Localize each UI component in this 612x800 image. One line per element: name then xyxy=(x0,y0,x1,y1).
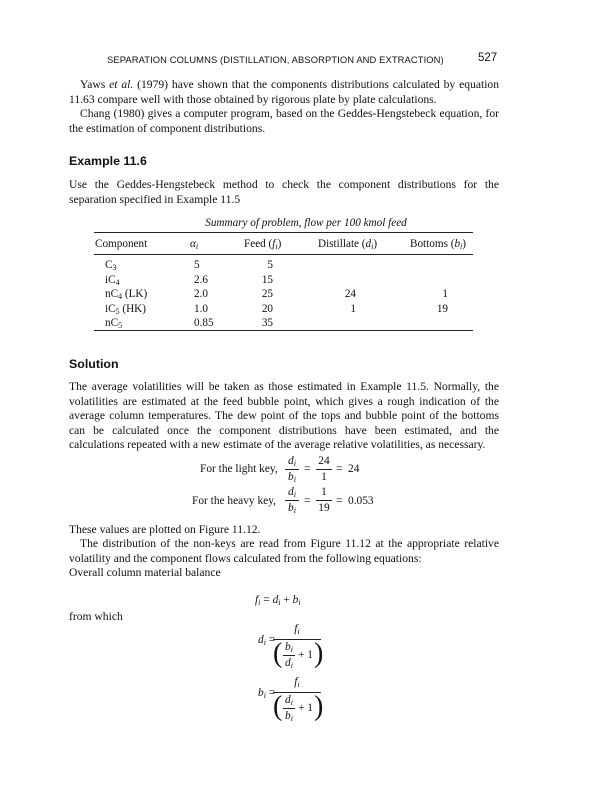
lk-frac-num: $d_i$ xyxy=(288,455,296,468)
lk-frac-den: $b_i$ xyxy=(288,471,296,484)
lk-eq-2: = xyxy=(336,463,343,475)
hk-den-value: 19 xyxy=(318,502,330,514)
table-cell-distillate: 1 xyxy=(350,302,356,315)
intro-paragraph-1: Yaws et al. (1979) have shown that the components distributions calculated by equation 11.63 compare well with those obtained by rigorous plate by plate calculations. xyxy=(69,78,500,106)
example-text: Use the Geddes-Hengstebeck method to check the component distributions for the separation specified in Example 11.5 xyxy=(69,178,499,206)
col-header-alpha: $\alpha_i$ xyxy=(190,238,199,251)
col-header-component: Component xyxy=(95,238,148,250)
solution-paragraph-1: The average volatilities will be taken as those estimated in Example 11.5. Normally, the volatilities are estimated at the feed bubble point, which gives a rough indication of the average column temperatures. The dew point of the tops and bubble point of the bottoms can be calculated once the component distributions have been estimated, and the calculations repeated with a new estimate of the average relative volatilities, as necessary. xyxy=(69,380,499,452)
table-cell-alpha: 1.0 xyxy=(194,302,208,315)
di-equation-numerator: $f_i$ xyxy=(294,623,300,636)
table-header-rule xyxy=(94,254,473,255)
intro-paragraph-2: Chang (1980) gives a computer program, based on the Geddes-Hengstebeck equation, for the estimation of component distributions. xyxy=(69,107,499,135)
lk-result: 24 xyxy=(348,463,360,475)
lk-eq-1: = xyxy=(304,463,311,475)
di-plus-one: + 1 xyxy=(298,649,313,661)
bi-inner-den: $b_i$ xyxy=(285,710,293,723)
solution-paragraph-2: These values are plotted on Figure 11.12. xyxy=(69,523,261,536)
page-number: 527 xyxy=(478,52,498,64)
hk-frac-den: $b_i$ xyxy=(288,502,296,515)
table-cell-component: $iC_4$ xyxy=(105,273,120,287)
table-cell-component: $C_3$ xyxy=(105,259,117,272)
di-close-paren: ) xyxy=(314,638,324,669)
hk-num-value: 1 xyxy=(321,486,327,498)
bi-equation-lhs: $b_i$ = xyxy=(258,687,276,700)
table-cell-bottoms: 19 xyxy=(436,302,448,315)
table-top-rule xyxy=(94,232,473,233)
table-cell-alpha: 5 xyxy=(194,259,200,271)
table-cell-feed: 15 xyxy=(261,273,273,286)
bi-inner-num: $d_i$ xyxy=(285,694,293,707)
hk-eq-1: = xyxy=(304,495,311,507)
table-caption: Summary of problem, flow per 100 kmol feed xyxy=(205,217,407,229)
bi-plus-one: + 1 xyxy=(298,702,313,714)
from-which-text: from which xyxy=(69,610,123,623)
col-header-feed: Feed $(f_i)$ xyxy=(244,238,282,251)
lk-num-value: 24 xyxy=(318,455,330,467)
col-header-bottoms: Bottoms $(b_i)$ xyxy=(410,238,467,251)
table-cell-component: $nC_4$ (LK) xyxy=(105,288,148,301)
light-key-label: For the light key, xyxy=(200,463,278,475)
heavy-key-label: For the heavy key, xyxy=(192,495,277,507)
solution-paragraph-3: The distribution of the non-keys are read from Figure 11.12 at the appropriate relative volatility and the component flows calculated from the following equations: xyxy=(69,537,499,565)
table-bottom-rule xyxy=(94,330,473,331)
di-open-paren: ( xyxy=(273,638,283,669)
solution-paragraph-4: Overall column material balance xyxy=(69,566,221,579)
di-equation-lhs: $d_i$ = xyxy=(258,634,276,647)
table-cell-alpha: 2.6 xyxy=(194,273,208,286)
bi-open-paren: ( xyxy=(273,691,283,722)
table-cell-alpha: 0.85 xyxy=(194,317,214,329)
table-cell-distillate: 24 xyxy=(344,288,356,300)
lk-den-value: 1 xyxy=(321,471,327,483)
table-cell-alpha: 2.0 xyxy=(194,288,208,300)
table-cell-bottoms: 1 xyxy=(442,288,448,300)
hk-frac-num: $d_i$ xyxy=(288,486,296,499)
example-heading: Example 11.6 xyxy=(69,154,147,168)
running-header: SEPARATION COLUMNS (DISTILLATION, ABSORPTION AND EXTRACTION) xyxy=(107,54,444,65)
hk-eq-2: = xyxy=(336,495,343,507)
di-inner-den: $d_i$ xyxy=(285,657,293,670)
table-cell-feed: 20 xyxy=(261,302,273,315)
di-inner-num: $b_i$ xyxy=(285,641,293,654)
table-cell-feed: 5 xyxy=(267,259,273,271)
bi-equation-numerator: $f_i$ xyxy=(294,676,300,689)
table-cell-component: $nC_5$ xyxy=(105,317,123,330)
material-balance-equation: $f_i = d_i + b_i$ xyxy=(255,594,301,607)
table-cell-feed: 25 xyxy=(261,288,273,300)
table-cell-component: $iC_5$ (HK) xyxy=(105,302,146,316)
bi-close-paren: ) xyxy=(314,691,324,722)
solution-heading: Solution xyxy=(69,357,119,371)
table-cell-feed: 35 xyxy=(261,317,273,329)
hk-result: 0.053 xyxy=(348,495,374,507)
col-header-distillate: Distillate $(d_i)$ xyxy=(318,238,378,251)
